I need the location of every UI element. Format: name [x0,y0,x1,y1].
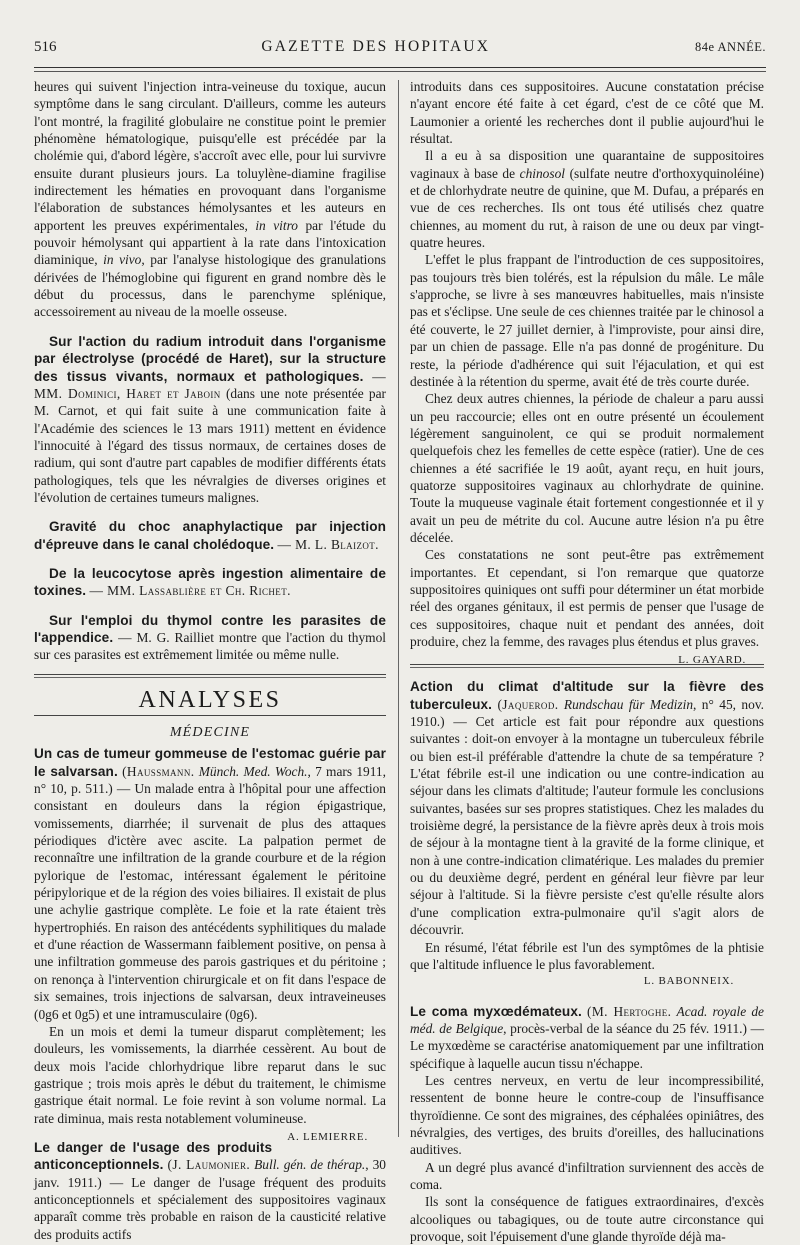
paragraph: Il a eu à sa disposition une quarantaine de suppositoires vaginaux à base de chinosol (sulfate neutre d'orthoxyquinoléine) et de chlorhydrate neutre de quinine, que M. Dufau, a préparés en vue de ces recherches. Ils ont tous été utilisés chez quatre chiennes, au moment du rut, à raison de une ou deux par vingt-quatre heures. [410,148,764,251]
author-signature: L. BABONNEIX. [643,975,734,988]
right-column [410,78,764,1245]
author-signature: L. GAYARD. [678,654,746,667]
page-number: 516 [34,39,57,55]
section-heading-analyses: ANALYSES [138,686,282,713]
header-rule [34,67,766,68]
article-climat: Action du climat d'altitude sur la fièvre des tuberculeux. (Jaquerod. Rundschau für Medizin, n° 45, nov. 1910.) — Cet article est fait pour répondre aux questions suivantes : doit-on envoyer à la montagne un tuberculeux fébrile ou bien est-il préférable d'attendre la chute de sa température ? L'état fébrile est-il une indication ou une contre-indication au séjour dans les climats d'altitude; l'auteur formule les conclusions suivantes, basées sur ses propres statistiques. Chez les malades du troisième degré, la persistance de la fièvre après deux à trois mois de séjour à la montagne tient à la gravité de la forme clinique, et non à une contre-indication climatérique. Les malades du premier ou du deuxième degré, perdent en général leur fièvre par leur séjour à l'altitude. Si la fièvre persiste c'est qu'elle résulte alors d'une complication extra-pulmonaire qu'il s'agit alors de découvrir. [410,679,764,938]
article-leucocytose [34,565,386,600]
subsection-heading-medecine: MÉDECINE [169,725,251,740]
article-choc [34,518,386,553]
paragraph: Chez deux autres chiennes, la période de chaleur a paru aussi un peu raccourcie; elles ont en outre présenté un écoulement légèrement sanguinolent, ce qui se produit normalement quelquefois chez les femelles de cette espèce (ratier). Une de ces chiennes a été sacrifiée le 19 août, ayant reçu, en huit jours, quatorze suppositoires vaginaux au chlorhydrate de quinine. Toute la muqueuse vaginale était fortement congestionnée et il y avait un peu de métrite du col. Aucune autre lésion n'a pu être décelée. [410,391,764,545]
article-tumeur: Un cas de tumeur gommeuse de l'estomac guérie par le salvarsan. (Haussmann. Münch. Med. Woch., 7 mars 1911, n° 10, p. 511.) — Un malade entra à l'hôpital pour une affection consistant en douleurs dans la région épigastrique, vomissements, diarrhée; il survenait de plus des attaques périodiques d'ictère avec ascite. La palpation permet de reconnaître une infiltration de la grande courbure et de la région pylorique de l'estomac, intéressant également le péritoine péripylorique et de la région des voies biliaires. Il existait de plus une achylie gastrique complète. Le foie et la rate étaient très hypertrophiés. En raison des antécédents syphilitiques du malade et d'une réaction de Wassermann faiblement positive, on pensa à une infiltration gommeuse des parois gastriques et du péritoine ; on renonça à l'intervention chirurgicale et on fit dans l'espace de six semaines, trois injections de salvarsan, deux intraveineuses (0g6 et 0g5) et une intramusculaire (0g6). [34,746,386,1022]
article-title: Le coma myxœdémateux. [410,1003,582,1019]
paragraph: heures qui suivent l'injection intra-veineuse du toxique, aucun symptôme dans le sang circulant. D'ailleurs, comme les auteurs l'ont montré, la fragilité globulaire ne constitue point le premier phénomène hématologique, puisqu'elle est précédée par la cholémie qui, d'abord légère, s'accroît avec elle, pour lui survivre ensuite durant plusieurs jours. La toluylène-diamine fragilise indirectement les hématies en provoquant dans l'organisme l'élaboration de substances hémolysantes et les auteurs en apportent les preuves expérimentales, in vitro par l'étude du pouvoir hémolysant qui appartient à la rate dans l'intoxication diaminique, in vivo, par l'analyse histologique des granulations dérivées de l'hémoglobine qui figurent en grand nombre dès le début du processus, dans le parenchyme splénique, accessoirement au niveau de la moelle osseuse. [34,79,386,320]
article-danger: Le danger de l'usage des produits anticonceptionnels. (J. Laumonier. Bull. gén. de thérap., 30 janv. 1911.) — Le danger de l'usage fréquent des produits anticonceptionnels et spécialement des suppositoires vaginaux apparaît comme très probable en raison de la causticité relative des produits actifs [34,1139,386,1242]
paragraph: A un degré plus avancé d'infiltration surviennent des accès de coma. [410,1159,764,1192]
article-title: Sur l'emploi du thymol contre les parasites de l'appendice. [34,612,386,645]
author-signature: A. LEMIERRE. [287,1130,368,1143]
article-title: Gravité du choc anaphylactique par injection d'épreuve dans le canal cholédoque. [34,519,386,552]
article-authors: — MM. Lassablière et Ch. Richet. [89,583,291,599]
paragraph: L'effet le plus frappant de l'introduction de ces suppositoires, pas toujours très bien tolérés, est la répulsion du mâle. Le mâle s'approche, se livre à ses manœuvres habituelles, mais n'insiste pas et s'éclipse. Une seule de ces chiennes traitée par le chinosol a été couverte, le 27 juillet dernier, à l'improviste, pour ainsi dire, par un chien de passage. Elle n'a pas donné de progéniture. Du reste, la période d'adhérence qui suit l'éjaculation, et qui est destinée à la rétention du sperme, avait été de très courte durée. [410,252,764,389]
paragraph: Les centres nerveux, en vertu de leur incompressibilité, ressentent de bonne heure le contre-coup de l'insuffisance thyroïdienne. Ce sont des migraines, des céphalées opiniâtres, des névralgies, des vertiges, des bruits d'oreilles, des hallucinations auditives. [410,1072,764,1158]
article-authors: — MM. Dominici, Haret et Jaboin [34,368,386,401]
page-header [34,38,766,60]
paragraph: Ils sont la conséquence de fatigues extraordinaires, d'excès alcooliques ou tabagiques, ou de toute autre circonstance qui provoque, soit l'épuisement d'une glande thyroïde déjà ma- [410,1194,764,1244]
column-divider [398,80,399,1137]
journal-title: GAZETTE DES HOPITAUX [261,38,491,55]
article-title: Le danger de l'usage des produits anticonceptionnels. [34,1139,273,1173]
paragraph: En résumé, l'état fébrile est l'un des symptômes de la phtisie que l'altitude influence le plus favorablement. [410,939,764,972]
edition-label: 84e ANNÉE. [695,40,766,54]
paragraph: En un mois et demi la tumeur disparut complètement; les douleurs, les vomissements, la diarrhée cessèrent. Au bout de deux mois l'acide chlorhydrique libre reparut dans le suc gastrique ; trois mois après le début du traitement, le chimisme gastrique était normal. Le foie revint à son volume normal. La rate diminua, mais resta notablement volumineuse. A. LEMIERRE. [34,1023,386,1127]
section-heading-rule [34,715,386,716]
article-title: Sur l'action du radium introduit dans l'organisme par électrolyse (procédé de Haret), sur la structure des tissus vivants, normaux et pathologiques. [34,333,386,384]
paragraph: introduits dans ces suppositoires. Aucune constatation précise n'ayant encore été faite à cet égard, c'est de ce côté que M. Laumonier a orienté les recherches dont il publie aujourd'hui le résultat. [410,79,764,147]
article-authors: — M. L. Blaizot. [277,536,379,552]
article-coma: Le coma myxœdémateux. (M. Hertoghe. Acad. royale de méd. de Belgique, procès-verbal de la séance du 25 fév. 1911.) — Le myxœdème se caractérise anatomiquement par une infiltration spécifique à laquelle aucun tissu n'échappe. [410,1003,764,1071]
article-title: De la leucocytose après ingestion alimentaire de toxines. [34,565,386,599]
article-title: Action du climat d'altitude sur la fièvre des tuberculeux. [410,679,764,712]
left-column [34,78,386,1243]
paragraph: Ces constatations ne sont peut-être pas extrêmement importantes. Et cependant, si l'on remarque que quatorze suppositoires quiniques ont suffi pour déterminer un état morbide réel des organes génitaux, il est permis de penser que l'usage de ces suppositoires, chaque nuit et pendant des années, doit produire, chez la femme, des ravages plus étendus et plus graves. L. GAYARD. [410,546,764,650]
article-title: Un cas de tumeur gommeuse de l'estomac guérie par le salvarsan. [34,746,386,779]
section-separator [34,674,386,678]
article-radium: Sur l'action du radium introduit dans l'organisme par électrolyse (procédé de Haret), sur la structure des tissus vivants, normaux et pathologiques. — MM. Dominici, Haret et Jaboin (dans une note présentée par M. Carnot, et qui fait suite à une communication faite à l'Académie des sciences le 13 mars 1911) mettent en évidence l'innocuité à l'égard des tissus normaux, de certaines doses de radium, qui sont d'autre part capables de modifier différents états pathologiques, tels que les névralgies de diverses origines et l'évolution de certaines tumeurs malignes. [34,333,386,505]
article-thymol: Sur l'emploi du thymol contre les parasites de l'appendice. — M. G. Railliet montre que l'action du thymol sur ces parasites est extrêmement limitée ou même nulle. [34,612,386,663]
header-rule-thin [34,71,766,72]
